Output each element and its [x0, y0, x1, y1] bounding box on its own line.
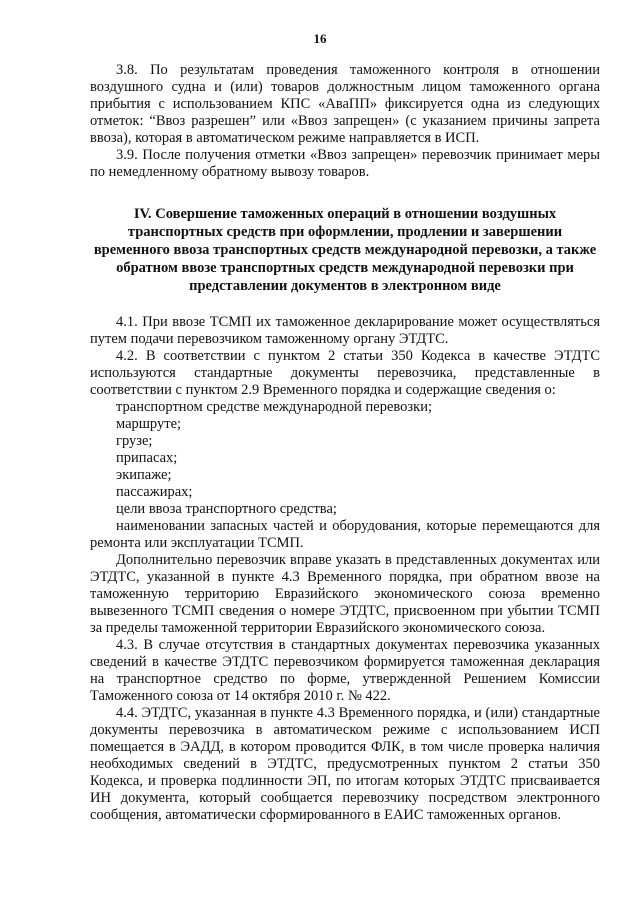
- page-number: 16: [313, 31, 327, 46]
- paragraph-4-4: 4.4. ЭТДТС, указанная в пункте 4.3 Временного порядка, и (или) стандартные документы перевозчика в автоматическом режиме с использованием ИСП помещается в ЭАДД, в котором проводится ФЛК, в том числе проверка наличия необходимых сведений в ЭТДТС, предусмотренных пунктом 2 статьи 350 Кодекса, и проверка подлинности ЭП, по итогам которых ЭТДТС присваивается ИН документа, который сообщается перевозчику посредством электронного сообщения, автоматически сформированного в ЕАИС таможенных органов.: [90, 705, 600, 823]
- paragraph-3-9: 3.9. После получения отметки «Ввоз запрещен» перевозчик принимает меры по немедленному обратному вывозу товаров.: [90, 147, 600, 180]
- paragraph-4-1: 4.1. При ввозе ТСМП их таможенное декларирование может осуществляться путем подачи перевозчиком таможенному органу ЭТДТС.: [90, 314, 600, 347]
- list-item: пассажирах;: [116, 484, 193, 500]
- paragraph-additional: Дополнительно перевозчик вправе указать в представленных документах или ЭТДТС, указанной в пункте 4.3 Временного порядка, при обратном ввозе на таможенную территорию Евразийского экономического союза временно вывезенного ТСМП сведения о номере ЭТДТС, присвоенном при убытии ТСМП за пределы таможенной территории Евразийского экономического союза.: [90, 552, 600, 636]
- list-item: наименовании запасных частей и оборудования, которые перемещаются для ремонта или эксплуатации ТСМП.: [90, 518, 600, 551]
- paragraph-3-8: 3.8. По результатам проведения таможенного контроля в отношении воздушного судна и (или) товаров должностным лицом таможенного органа прибытия с использованием КПС «АваПП» фиксируется одна из следующих отметок: “Ввоз разрешен” или «Ввоз запрещен» (с указанием причины запрета ввоза), которая в автоматическом режиме направляется в ИСП.: [90, 62, 600, 146]
- paragraph-4-3: 4.3. В случае отсутствия в стандартных документах перевозчика указанных сведений в качестве ЭТДТС перевозчиком формируется таможенная декларация на транспортное средство по форме, утвержденной Решением Комиссии Таможенного союза от 14 октября 2010 г. № 422.: [90, 637, 600, 704]
- list-item: припасах;: [116, 450, 178, 466]
- section-heading-iv: IV. Совершение таможенных операций в отношении воздушных транспортных средств при оформлении, продлении и завершении временного ввоза транспортных средств международной перевозки, а также обратном ввозе транспортных средств международной перевозки при представлении документов в электронном виде: [93, 206, 597, 294]
- list-item: экипаже;: [116, 467, 172, 483]
- list-item: транспортном средстве международной перевозки;: [116, 399, 432, 415]
- document-body: [90, 62, 600, 824]
- information-list: [90, 399, 600, 552]
- list-item: цели ввоза транспортного средства;: [116, 501, 337, 517]
- paragraph-4-2: 4.2. В соответствии с пунктом 2 статьи 350 Кодекса в качестве ЭТДТС используются стандартные документы перевозчика, представленные в соответствии с пунктом 2.9 Временного порядка и содержащие сведения о:: [90, 348, 600, 398]
- list-item: маршруте;: [116, 416, 182, 432]
- list-item: грузе;: [116, 433, 153, 449]
